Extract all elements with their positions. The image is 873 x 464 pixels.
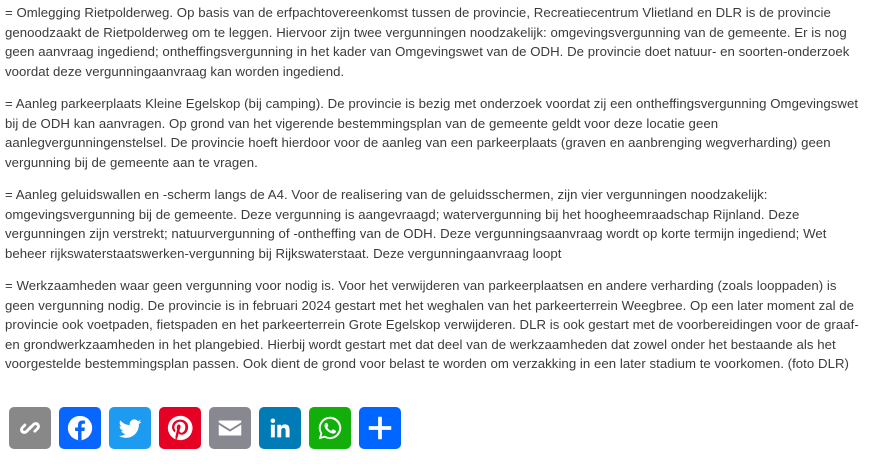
paragraph-geluidswallen-a4: = Aanleg geluidswallen en -scherm langs de A4. Voor de realisering van de geluidsschermen, zijn vier vergunningen noodzakelijk: omgevingsvergunning bij de gemeente. Deze vergunning is aangevraagd; watervergunning bij het hoogheemraadschap Rijnland. Deze vergunningen zijn verstrekt; natuurvergunning of -ontheffing van de ODH. Deze vergunningsaanvraag wordt op korte termijn ingediend; Wet beheer rijkswaterstaatswerken-vergunning bij Rijkswaterstaat. Deze vergunningaanvraag loopt [5, 187, 827, 261]
email-share-button[interactable] [209, 407, 251, 449]
share-icon [365, 413, 395, 443]
paragraph-omlegging-rietpolderweg: = Omlegging Rietpolderweg. Op basis van de erfpachtovereenkomst tussen de provincie, Recreatiecentrum Vlietland en DLR is de provincie genoodzaakt de Rietpolderweg om te leggen. Hiervoor zijn twee vergunningen noodzakelijk: omgevingsvergunning van de gemeente. Er is nog geen aanvraag ingediend; ontheffingsvergunning in het kader van Omgevingswet van de ODH. De provincie doet natuur- en soorten-onderzoek voordat deze vergunningaanvraag kan worden ingediend. [5, 5, 850, 79]
paragraph-werkzaamheden-zonder-vergunning: = Werkzaamheden waar geen vergunning voor nodig is. Voor het verwijderen van parkeerplaatsen en andere verharding (zoals looppaden) is geen vergunning nodig. De provincie is in februari 2024 gestart met het weghalen van het parkeerterrein Weegbree. Op een later moment zal de provincie ook voetpaden, fietspaden en het parkeerterrein Grote Egelskop verwijderen. DLR is ook gestart met de voorbereidingen voor de graaf- en grondwerkzaamheden in het plangebied. Hierbij wordt gestart met dat deel van de werkzaamheden dat zowel onder het bestaande als het voorgestelde bestemmingsplan passen. Ook dient de grond voor belast te worden om verzakking in een later stadium te voorkomen. (foto DLR) [5, 278, 859, 371]
email-icon [215, 413, 245, 443]
linkedin-icon [265, 413, 295, 443]
whatsapp-icon [315, 413, 345, 443]
article-body [5, 3, 867, 387]
pinterest-icon [165, 413, 195, 443]
copy-link-button[interactable] [9, 407, 51, 449]
facebook-icon [65, 413, 95, 443]
pinterest-share-button[interactable] [159, 407, 201, 449]
twitter-icon [115, 413, 145, 443]
share-more-button[interactable] [359, 407, 401, 449]
twitter-share-button[interactable] [109, 407, 151, 449]
whatsapp-share-button[interactable] [309, 407, 351, 449]
link-icon [15, 413, 45, 443]
facebook-share-button[interactable] [59, 407, 101, 449]
paragraph-parkeerplaats-kleine-egelskop: = Aanleg parkeerplaats Kleine Egelskop (bij camping). De provincie is bezig met onderzoek voordat zij een ontheffingsvergunning Omgevingswet bij de ODH kan aanvragen. Op grond van het vigerende bestemmingsplan van de gemeente geldt voor deze locatie geen aanlegvergunningenstelsel. De provincie hoeft hierdoor voor de aanleg van een parkeerplaats (graven en aanbrenging wegverharding) geen vergunning bij de gemeente aan te vragen. [5, 96, 859, 170]
share-buttons [9, 407, 401, 449]
linkedin-share-button[interactable] [259, 407, 301, 449]
